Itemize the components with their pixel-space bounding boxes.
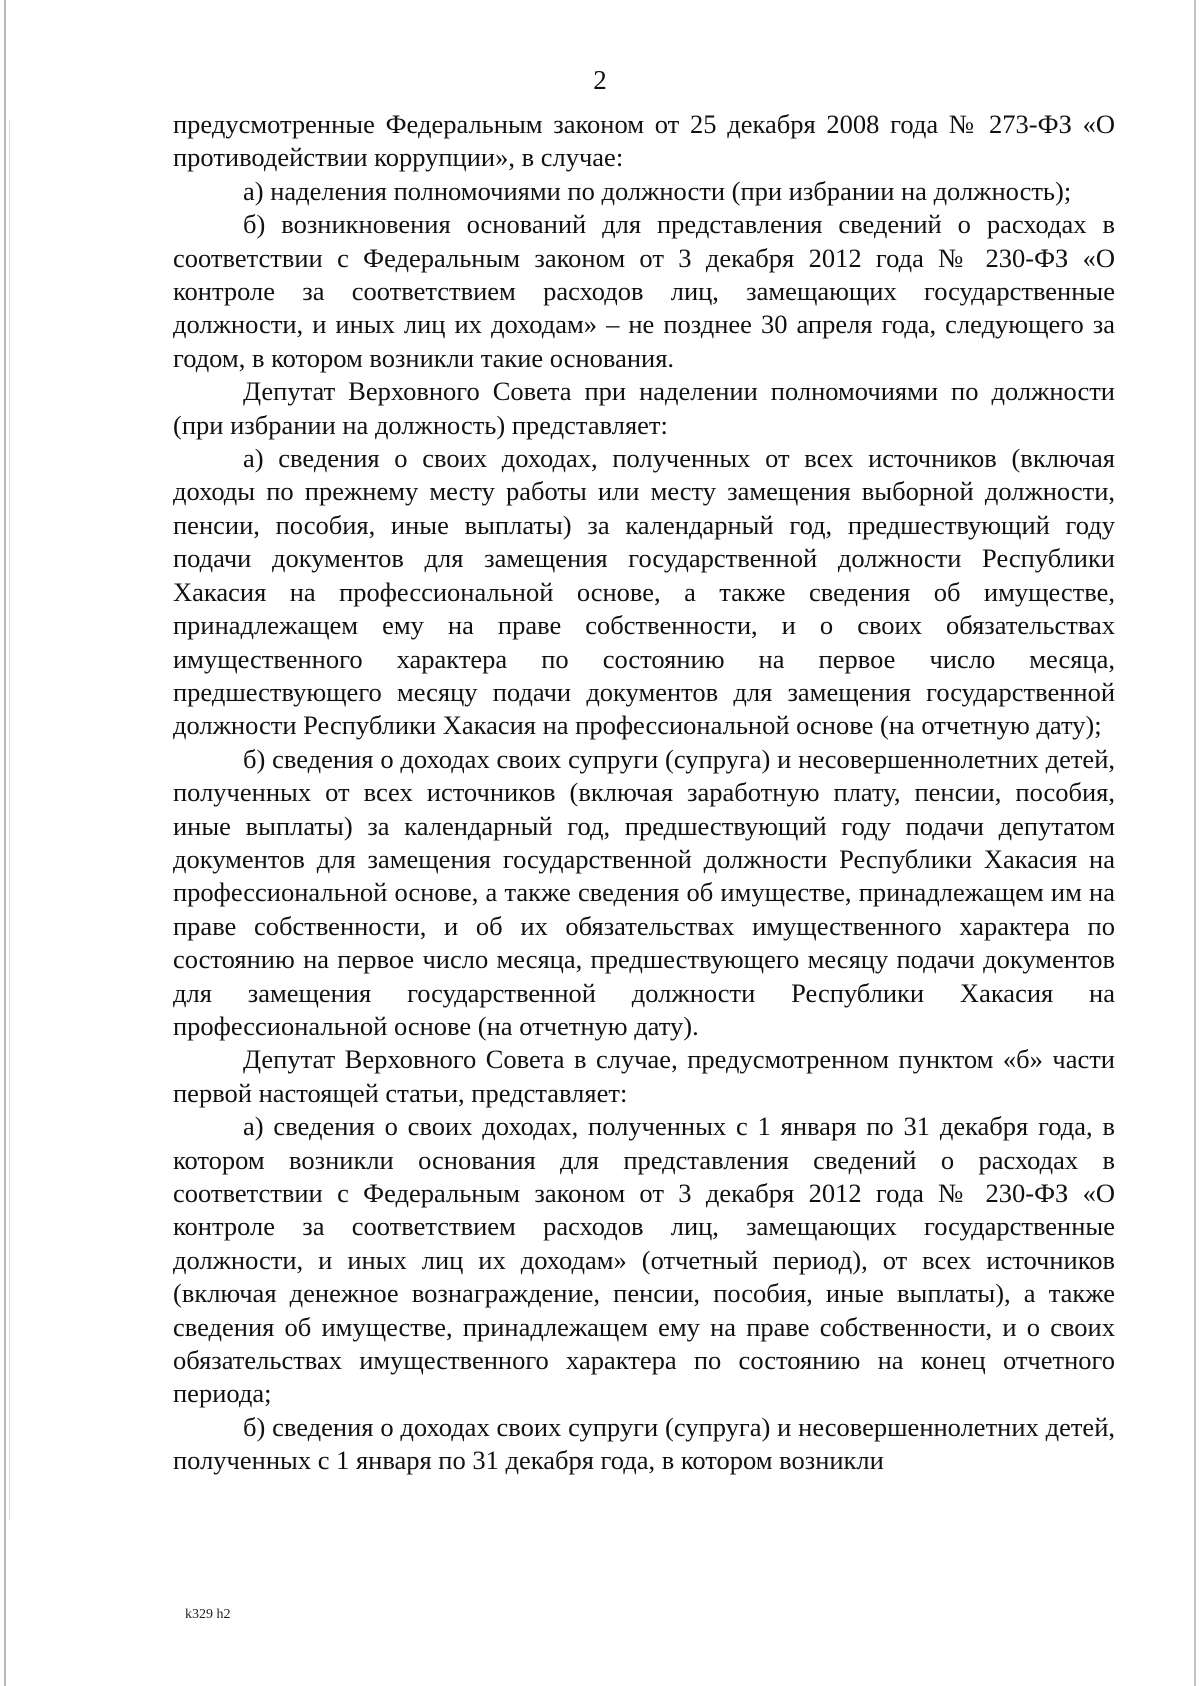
paragraph-item-b-family-income: б) сведения о доходах своих супруги (супруга) и несовершеннолетних детей, полученных от всех источников (включая заработную плату, пенсии, пособия, иные выплаты) за календарный год, предшествующий году подачи депутатом документов для замещения государственной должности Республики Хакасия на профессиональной основе, а также сведения об имуществе, принадлежащем им на праве собственности, и об их обязательствах имущественного характера по состоянию на первое число месяца, предшествующего месяцу подачи документов для замещения государственной должности Республики Хакасия на профессиональной основе (на отчетную дату).: [173, 743, 1115, 1041]
document-body: [173, 108, 1115, 1478]
paragraph-continuation: предусмотренные Федеральным законом от 25 декабря 2008 года № 273-ФЗ «О противодействии коррупции», в случае:: [173, 109, 1115, 173]
footer-document-code: k329 h2: [185, 1607, 231, 1622]
scan-edge-left-faint: [9, 120, 10, 1520]
page-number: 2: [593, 65, 607, 95]
paragraph-item-a-own-income: а) сведения о своих доходах, полученных от всех источников (включая доходы по прежнему месту работы или месту замещения выборной должности, пенсии, пособия, иные выплаты) за календарный год, предшествующий году подачи документов для замещения государственной должности Республики Хакасия на профессиональной основе, а также сведения об имуществе, принадлежащем ему на праве собственности, и о своих обязательствах имущественного характера по состоянию на первое число месяца, предшествующего месяцу подачи документов для замещения государственной должности Республики Хакасия на профессиональной основе (на отчетную дату);: [173, 443, 1115, 741]
scan-edge-right: [1194, 0, 1196, 1686]
paragraph-deputy-appointment-intro: Депутат Верховного Совета при наделении полномочиями по должности (при избрании на должность) представляет:: [173, 376, 1115, 440]
paragraph-deputy-case-b-intro: Депутат Верховного Совета в случае, предусмотренном пунктом «б» части первой настоящей статьи, представляет:: [173, 1044, 1115, 1108]
paragraph-item-b-expenses: б) возникновения оснований для представления сведений о расходах в соответствии с Федеральным законом от 3 декабря 2012 года № 230-ФЗ «О контроле за соответствием расходов лиц, замещающих государственные должности, и иных лиц их доходам» – не позднее 30 апреля года, следующего за годом, в котором возникли такие основания.: [173, 209, 1115, 373]
paragraph-item-a-reporting-period: а) сведения о своих доходах, полученных с 1 января по 31 декабря года, в котором возникли основания для представления сведений о расходах в соответствии с Федеральным законом от 3 декабря 2012 года № 230-ФЗ «О контроле за соответствием расходов лиц, замещающих государственные должности, и иных лиц их доходам» (отчетный период), от всех источников (включая денежное вознаграждение, пенсии, пособия, иные выплаты), а также сведения об имуществе, принадлежащем ему на праве собственности, и о своих обязательствах имущественного характера по состоянию на конец отчетного периода;: [173, 1111, 1115, 1409]
paragraph-item-b-family-reporting: б) сведения о доходах своих супруги (супруга) и несовершеннолетних детей, полученных с 1 января по 31 декабря года, в котором возникли: [173, 1411, 1115, 1476]
paragraph-item-a-appointment: а) наделения полномочиями по должности (при избрании на должность);: [243, 175, 1072, 206]
scan-edge-left: [4, 0, 6, 1686]
